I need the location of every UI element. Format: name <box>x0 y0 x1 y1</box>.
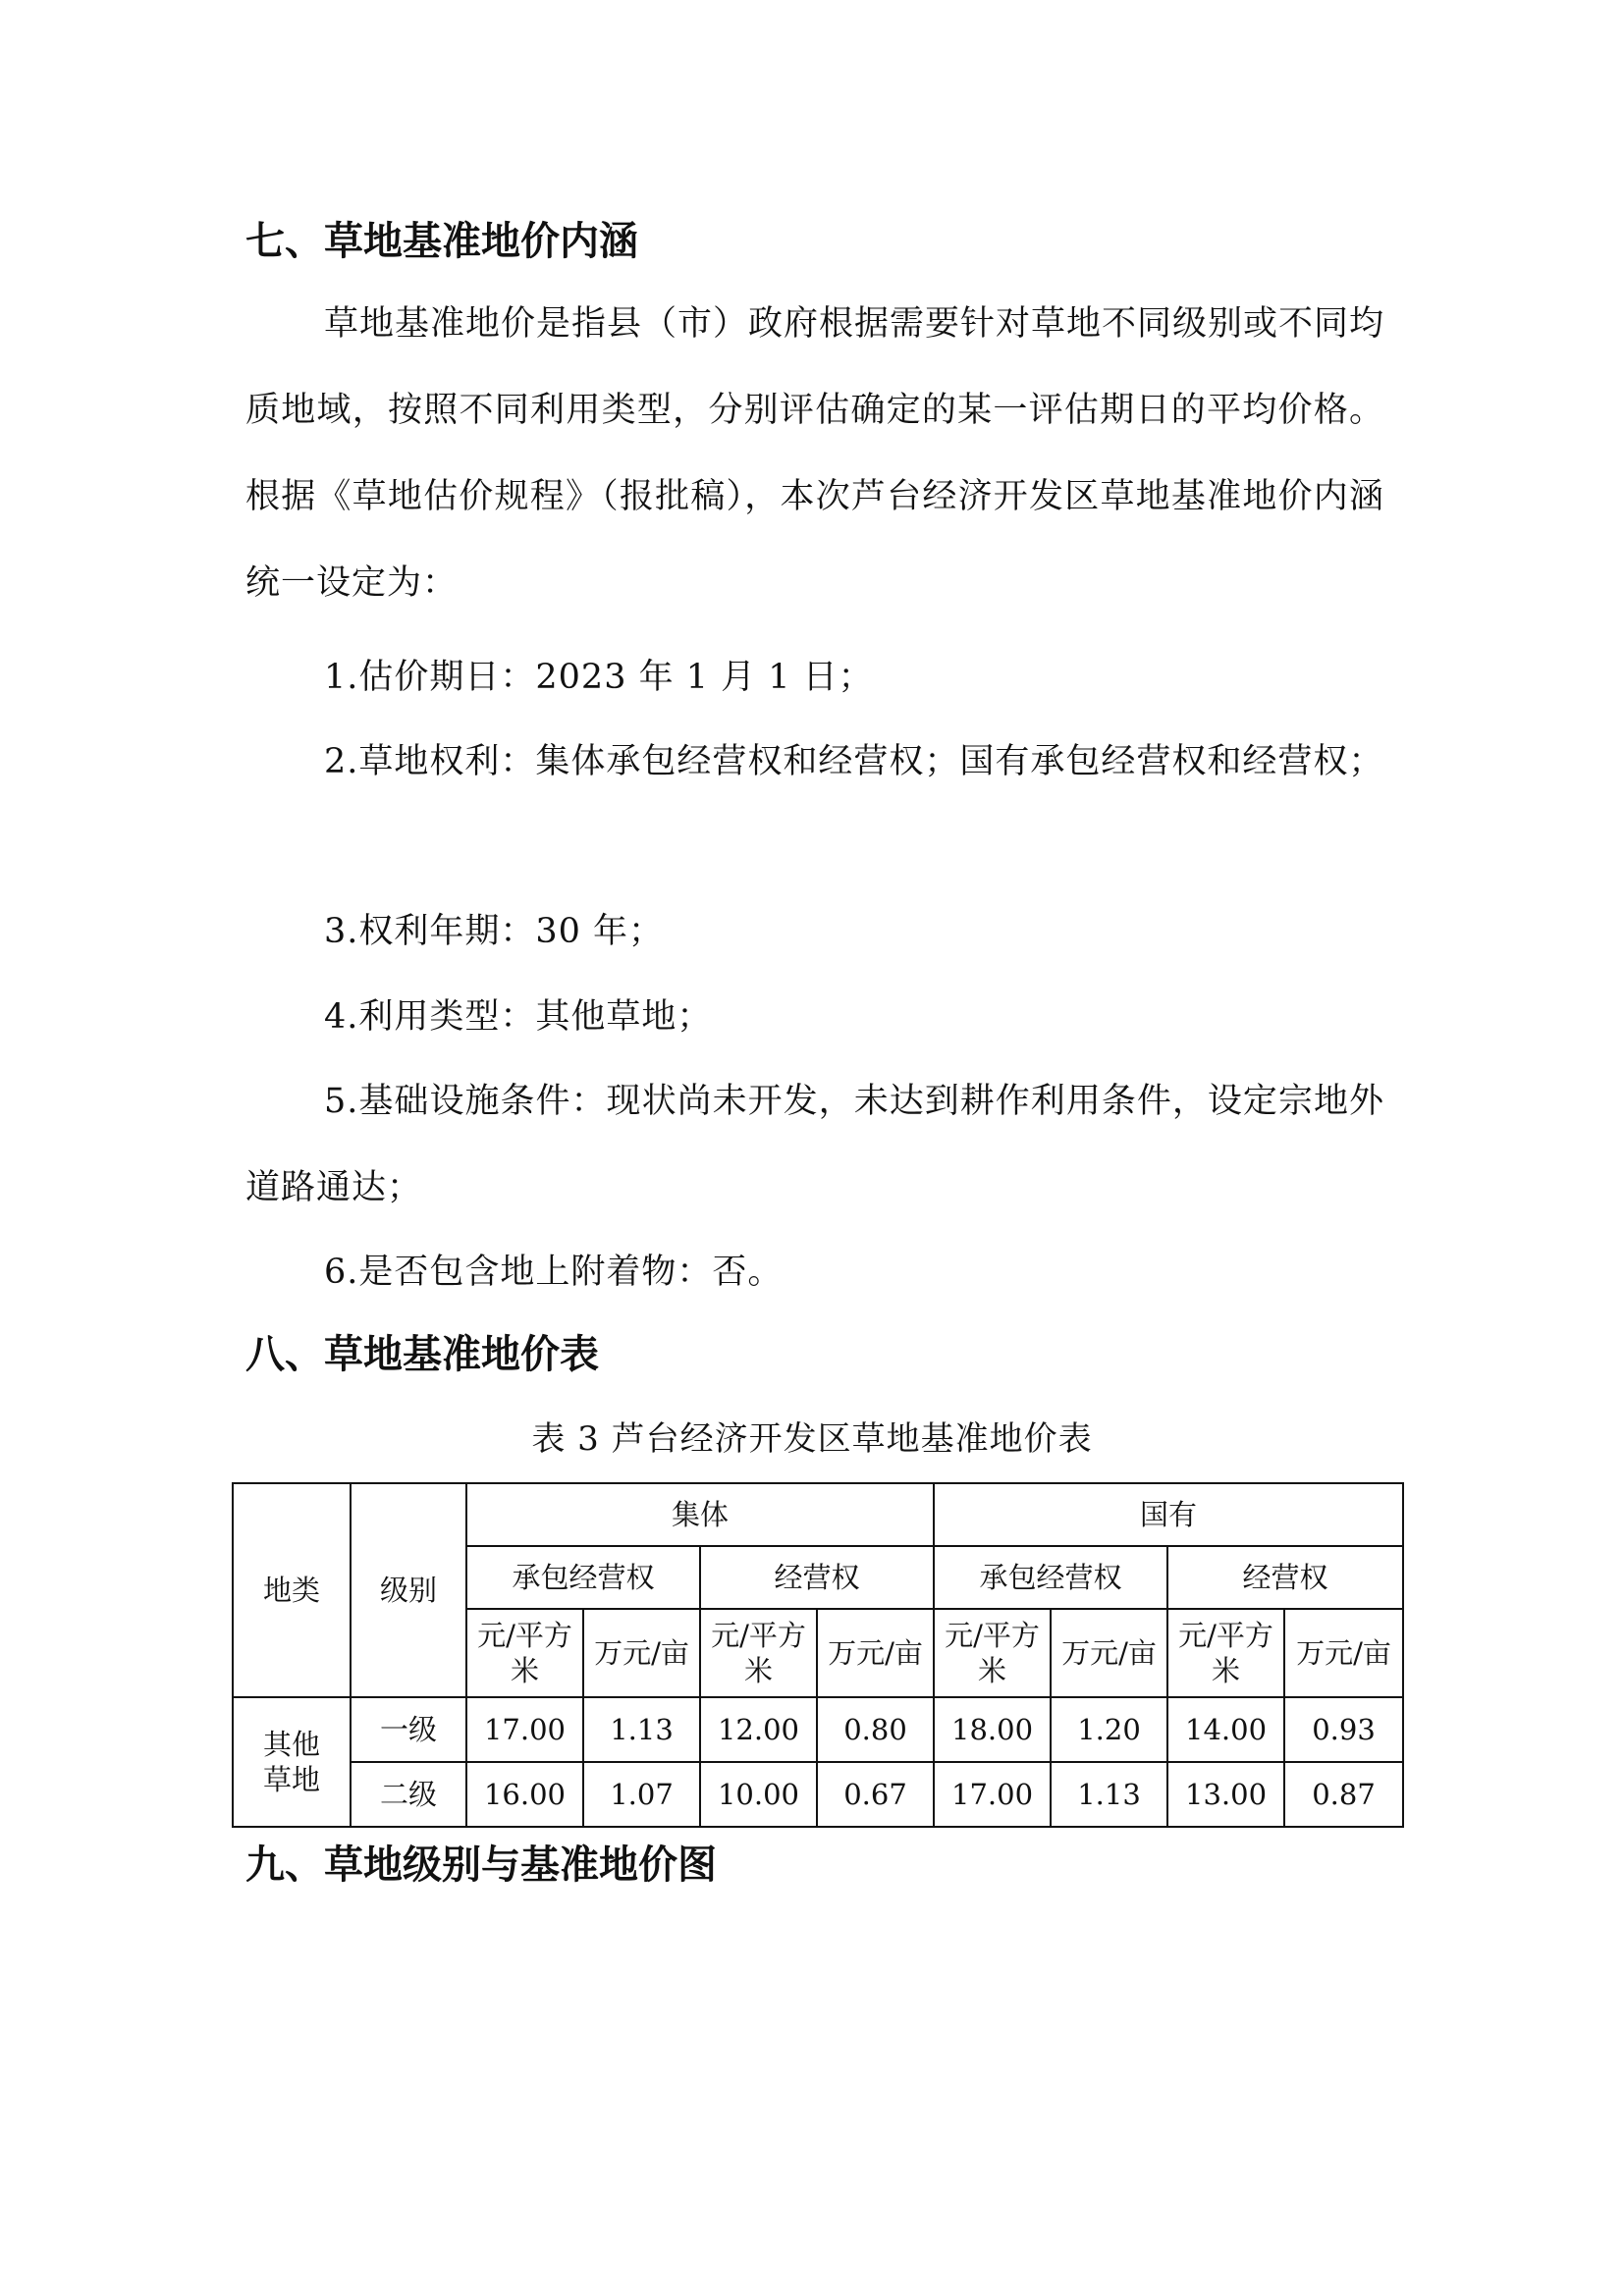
unit-header: 元/平方米 <box>700 1609 817 1697</box>
value-cell: 1.13 <box>1051 1762 1167 1827</box>
value-cell: 1.07 <box>583 1762 700 1827</box>
grade-cell: 二级 <box>351 1762 466 1827</box>
section-7-title: 七、草地基准地价内涵 <box>245 219 638 264</box>
unit-header: 万元/亩 <box>1284 1609 1403 1697</box>
table-header-row-1 <box>233 1483 1403 1546</box>
value-cell: 1.20 <box>1051 1697 1167 1762</box>
unit-header: 万元/亩 <box>583 1609 700 1697</box>
land-type-cell: 其他草地 <box>233 1697 351 1827</box>
unit-header: 元/平方米 <box>934 1609 1051 1697</box>
value-cell: 0.80 <box>817 1697 934 1762</box>
unit-header: 万元/亩 <box>1051 1609 1167 1697</box>
value-cell: 18.00 <box>934 1697 1051 1762</box>
value-cell: 17.00 <box>934 1762 1051 1827</box>
section-8-title: 八、草地基准地价表 <box>245 1332 599 1377</box>
unit-header: 元/平方米 <box>1167 1609 1284 1697</box>
value-cell: 14.00 <box>1167 1697 1284 1762</box>
item-land-rights: 2.草地权利：集体承包经营权和经营权；国有承包经营权和经营权； <box>324 742 1384 781</box>
table-row <box>233 1697 1403 1762</box>
item-rights-term: 3.权利年期：30 年； <box>324 912 665 951</box>
item-infrastructure: 5.基础设施条件：现状尚未开发，未达到耕作利用条件，设定宗地外道路通达； <box>245 1082 1384 1207</box>
unit-header: 元/平方米 <box>466 1609 583 1697</box>
value-cell: 10.00 <box>700 1762 817 1827</box>
value-cell: 0.67 <box>817 1762 934 1827</box>
table-row <box>233 1762 1403 1827</box>
item-attachments: 6.是否包含地上附着物：否。 <box>324 1253 784 1292</box>
value-cell: 12.00 <box>700 1697 817 1762</box>
item-use-type: 4.利用类型：其他草地； <box>324 997 713 1037</box>
value-cell: 16.00 <box>466 1762 583 1827</box>
section-9-title: 九、草地级别与基准地价图 <box>245 1842 717 1888</box>
unit-header: 万元/亩 <box>817 1609 934 1697</box>
table-caption: 表 3 芦台经济开发区草地基准地价表 <box>531 1419 1093 1459</box>
grade-cell: 一级 <box>351 1697 466 1762</box>
value-cell: 0.93 <box>1284 1697 1403 1762</box>
header-state-contract: 承包经营权 <box>934 1546 1167 1609</box>
value-cell: 17.00 <box>466 1697 583 1762</box>
base-price-table <box>232 1482 1404 1828</box>
value-cell: 13.00 <box>1167 1762 1284 1827</box>
header-state: 国有 <box>934 1483 1403 1546</box>
value-cell: 1.13 <box>583 1697 700 1762</box>
header-land-type: 地类 <box>233 1483 351 1697</box>
header-collective: 集体 <box>466 1483 934 1546</box>
header-state-operate: 经营权 <box>1167 1546 1403 1609</box>
header-collective-operate: 经营权 <box>700 1546 934 1609</box>
item-valuation-date: 1.估价期日：2023 年 1 月 1 日； <box>324 658 874 697</box>
section-7-intro: 草地基准地价是指县（市）政府根据需要针对草地不同级别或不同均质地域，按照不同利用类型，分别评估确定的某一评估期日的平均价格。根据《草地估价规程》（报批稿），本次芦台经济开发区草地基准地价内涵统一设定为： <box>245 304 1385 603</box>
value-cell: 0.87 <box>1284 1762 1403 1827</box>
header-collective-contract: 承包经营权 <box>466 1546 700 1609</box>
header-grade: 级别 <box>351 1483 466 1697</box>
